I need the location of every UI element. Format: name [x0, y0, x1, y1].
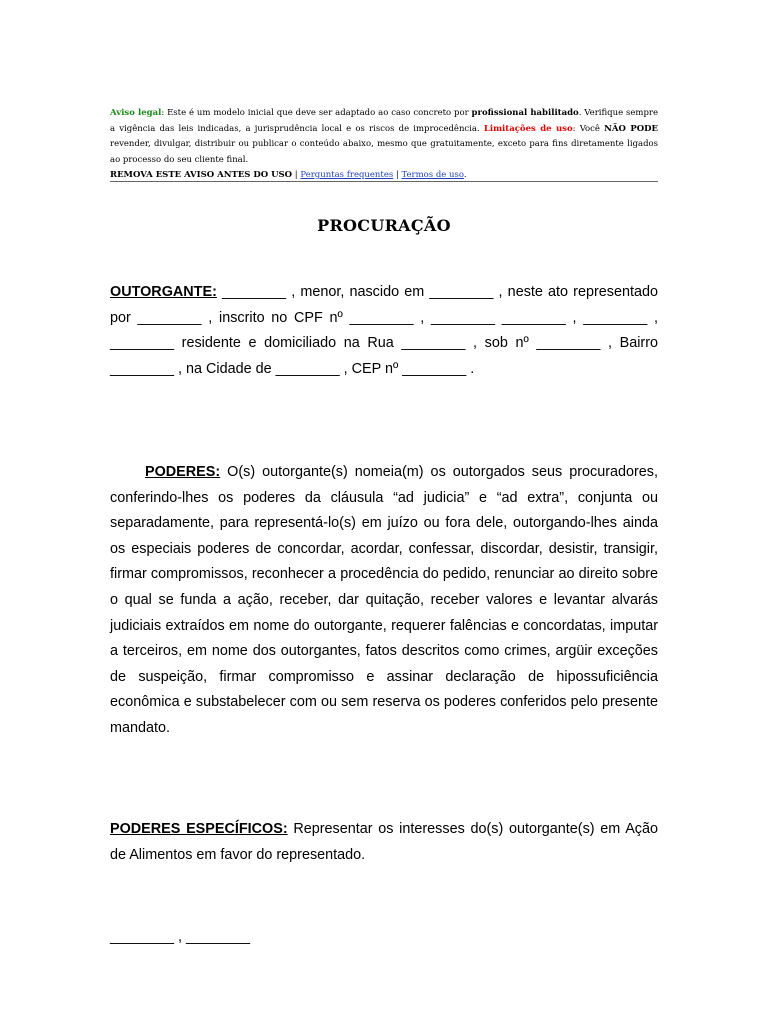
- poderes-especificos-text: Representar os interesses do(s) outorgante(s) em Ação de Alimentos em favor do representado.: [110, 821, 658, 863]
- horizontal-divider: [110, 181, 658, 182]
- poderes-text: O(s) outorgante(s) nomeia(m) os outorgados seus procuradores, conferindo-lhes os poderes da cláusula “ad judicia” e “ad extra”, conjunta ou separadamente, para representá-lo(s) em juízo ou fora dele, outorgando-lhes ainda os especiais poderes de concordar, acordar, confessar, discordar, desistir, transigir, firmar compromissos, reconhecer a procedência do pedido, renunciar ao direito sobre o qual se funda a ação, receber, dar quitação, receber valores e levantar alvarás judiciais extraídos em nome do outorgante, requerer falências e concordatas, imputar a terceiros, em nome dos outorgantes, fatos descritos como crimes, argüir exceções de suspeição, firmar compromisso e assinar declaração de hipossuficiência econômica e substabelecer com ou sem reserva os poderes conferidos pelo presente mandato.: [110, 464, 658, 736]
- legal-disclaimer: [110, 106, 658, 184]
- limitacoes-label: Limitações de uso: [483, 123, 573, 134]
- disclaimer-text-1: : Este é um modelo inicial que deve ser adaptado ao caso concreto por: [161, 108, 472, 118]
- outorgante-text: ________ , menor, nascido em ________ , neste ato representado por ________ , inscrito no CPF nº ________ , ________ ________ , ________ , ________ residente e domiciliado na Rua ________ , sob nº ________ , Bairro ________ , na Cidade de ________ , CEP nº ________ .: [110, 284, 658, 377]
- document-title: PROCURAÇÃO: [317, 216, 451, 235]
- separator: |: [292, 170, 301, 180]
- remova-aviso-text: REMOVA ESTE AVISO ANTES DO USO: [110, 170, 293, 180]
- faq-link[interactable]: Perguntas frequentes: [300, 170, 394, 180]
- disclaimer-text-2: . Verifique sempre a vigência das leis indicadas, a jurisprudência local e os riscos de improcedência.: [110, 108, 658, 134]
- profissional-habilitado: profissional habilitado: [471, 108, 579, 118]
- terms-link[interactable]: Termos de uso: [401, 170, 464, 180]
- poderes-especificos-paragraph: [110, 817, 658, 868]
- disclaimer-end: .: [463, 170, 467, 180]
- aviso-legal-label: Aviso legal: [110, 108, 162, 118]
- nao-pode-text: NÃO PODE: [604, 123, 658, 134]
- local-data-line: ________ , ________: [110, 929, 251, 945]
- separator: |: [393, 170, 402, 180]
- disclaimer-text-3: : Você: [572, 123, 605, 134]
- outorgante-paragraph: [110, 280, 658, 382]
- outorgante-label: OUTORGANTE:: [110, 284, 217, 300]
- poderes-label: PODERES:: [145, 464, 221, 480]
- poderes-especificos-label: PODERES ESPECÍFICOS:: [110, 821, 288, 837]
- poderes-paragraph: [110, 460, 658, 742]
- disclaimer-text-4: revender, divulgar, distribuir ou publicar o conteúdo abaixo, mesmo que gratuitamente, exceto para fins diretamente ligados ao processo do seu cliente final.: [110, 139, 658, 165]
